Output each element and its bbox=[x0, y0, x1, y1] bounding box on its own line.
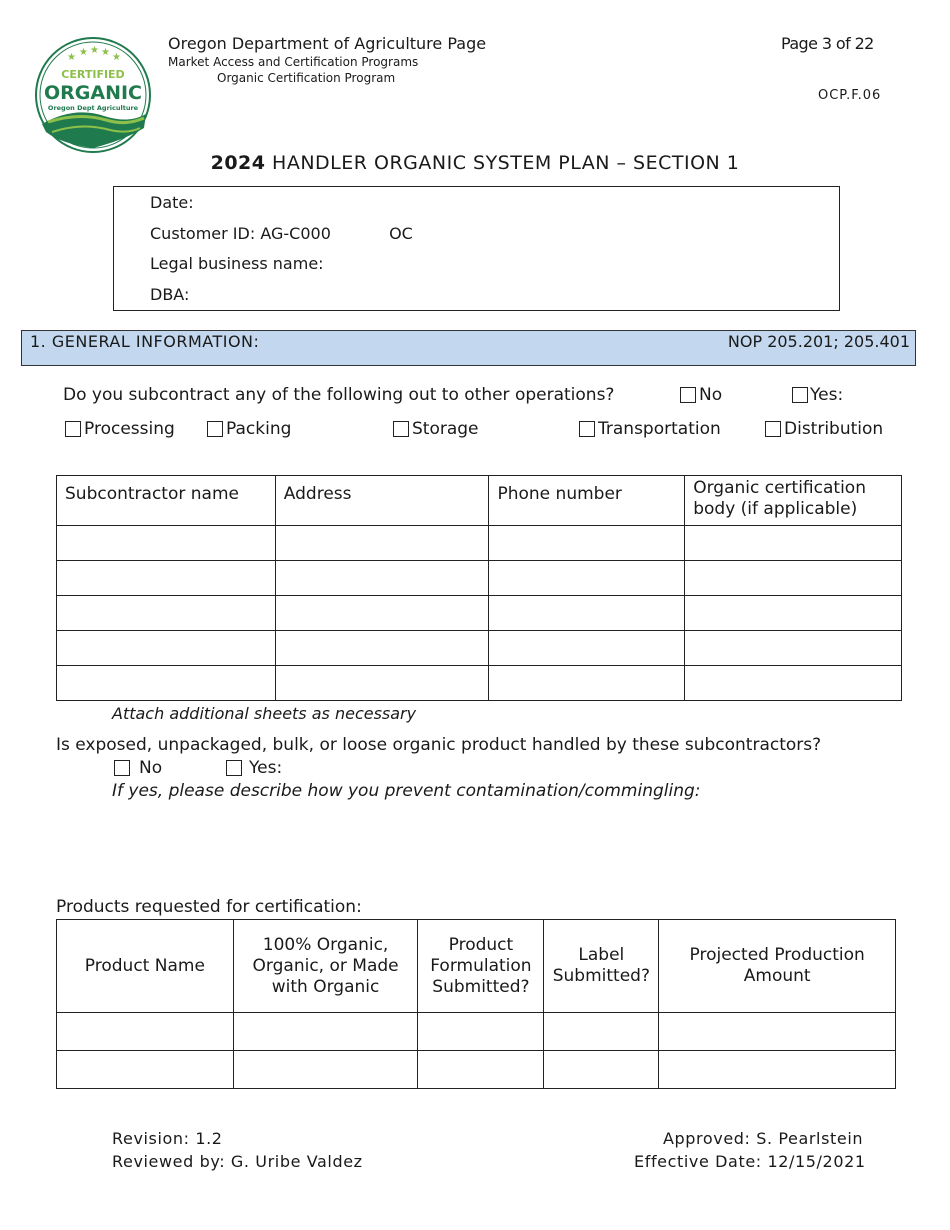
approved-by-text: Approved: S. Pearlstein bbox=[663, 1129, 864, 1148]
table-cell[interactable] bbox=[418, 1051, 544, 1089]
table-cell[interactable] bbox=[489, 526, 685, 561]
certification-program: Organic Certification Program bbox=[217, 71, 396, 85]
distribution-label: Distribution bbox=[784, 419, 884, 439]
exposed-no-checkbox[interactable] bbox=[114, 760, 130, 776]
table-cell[interactable] bbox=[489, 561, 685, 596]
transportation-label: Transportation bbox=[598, 419, 721, 439]
table-cell[interactable] bbox=[57, 561, 276, 596]
program-subtitle: Market Access and Certification Programs bbox=[168, 55, 419, 69]
svg-text:ORGANIC: ORGANIC bbox=[44, 82, 142, 104]
subcontract-no-label: No bbox=[699, 385, 723, 405]
exposed-yes-label: Yes: bbox=[249, 758, 283, 778]
products-label: Products requested for certification: bbox=[56, 897, 362, 917]
distribution-checkbox[interactable] bbox=[765, 421, 781, 437]
table-header-row bbox=[57, 476, 902, 526]
table-cell[interactable] bbox=[685, 631, 902, 666]
packing-checkbox[interactable] bbox=[207, 421, 223, 437]
title-year: 2024 bbox=[210, 152, 266, 174]
table-cell[interactable] bbox=[659, 1013, 896, 1051]
date-field-label[interactable]: Date: bbox=[150, 193, 194, 212]
customer-id-suffix: OC bbox=[389, 224, 413, 243]
table-row bbox=[57, 631, 902, 666]
revision-text: Revision: 1.2 bbox=[112, 1129, 223, 1148]
table-cell[interactable] bbox=[489, 666, 685, 701]
dba-field-label[interactable]: DBA: bbox=[150, 285, 190, 304]
section-header bbox=[21, 330, 916, 366]
attach-sheets-note: Attach additional sheets as necessary bbox=[112, 704, 417, 723]
col-organic-category: 100% Organic, Organic, or Made with Organic bbox=[233, 920, 418, 1013]
storage-checkbox[interactable] bbox=[393, 421, 409, 437]
section-title: 1. GENERAL INFORMATION: bbox=[30, 332, 260, 351]
table-cell[interactable] bbox=[57, 1013, 234, 1051]
exposed-yes-checkbox[interactable] bbox=[226, 760, 242, 776]
table-row bbox=[57, 666, 902, 701]
col-address: Address bbox=[275, 476, 489, 526]
products-table bbox=[56, 919, 896, 1089]
table-cell[interactable] bbox=[544, 1013, 659, 1051]
col-subcontractor-name: Subcontractor name bbox=[57, 476, 276, 526]
table-cell[interactable] bbox=[275, 666, 489, 701]
table-cell[interactable] bbox=[659, 1051, 896, 1089]
col-phone-number: Phone number bbox=[489, 476, 685, 526]
subcontract-yes-label: Yes: bbox=[810, 385, 844, 405]
title-text: HANDLER ORGANIC SYSTEM PLAN – SECTION 1 bbox=[272, 152, 740, 174]
customer-id-field[interactable] bbox=[150, 224, 413, 243]
section-reference: NOP 205.201; 205.401 bbox=[727, 332, 910, 351]
processing-label: Processing bbox=[84, 419, 175, 439]
table-cell[interactable] bbox=[275, 526, 489, 561]
table-cell[interactable] bbox=[489, 631, 685, 666]
customer-info-box bbox=[113, 186, 840, 311]
table-cell[interactable] bbox=[685, 561, 902, 596]
form-code: OCP.F.06 bbox=[818, 88, 882, 103]
table-cell[interactable] bbox=[275, 596, 489, 631]
effective-date-text: Effective Date: 12/15/2021 bbox=[634, 1152, 866, 1171]
svg-text:★: ★ bbox=[90, 45, 99, 56]
svg-text:★: ★ bbox=[67, 52, 76, 63]
svg-text:★: ★ bbox=[112, 52, 121, 63]
storage-label: Storage bbox=[412, 419, 479, 439]
legal-name-field-label[interactable]: Legal business name: bbox=[150, 254, 324, 273]
processing-checkbox[interactable] bbox=[65, 421, 81, 437]
table-cell[interactable] bbox=[57, 526, 276, 561]
table-cell[interactable] bbox=[57, 631, 276, 666]
page-title bbox=[0, 152, 950, 174]
transportation-checkbox[interactable] bbox=[579, 421, 595, 437]
exposed-no-label: No bbox=[139, 758, 163, 778]
agency-name: Oregon Department of Agriculture Page bbox=[168, 34, 487, 53]
packing-label: Packing bbox=[226, 419, 292, 439]
table-cell[interactable] bbox=[57, 666, 276, 701]
table-row bbox=[57, 1013, 896, 1051]
svg-text:Oregon Dept Agriculture: Oregon Dept Agriculture bbox=[47, 104, 139, 112]
reviewed-by-text: Reviewed by: G. Uribe Valdez bbox=[112, 1152, 363, 1171]
col-formulation-submitted: Product Formulation Submitted? bbox=[418, 920, 544, 1013]
table-cell[interactable] bbox=[233, 1013, 418, 1051]
table-cell[interactable] bbox=[685, 596, 902, 631]
table-cell[interactable] bbox=[685, 526, 902, 561]
subcontractor-table bbox=[56, 475, 902, 701]
logo-seal-icon bbox=[34, 36, 152, 154]
col-projected-production: Projected Production Amount bbox=[659, 920, 896, 1013]
svg-text:★: ★ bbox=[101, 47, 110, 58]
col-certification-body: Organic certification body (if applicable) bbox=[685, 476, 902, 526]
col-label-submitted: Label Submitted? bbox=[544, 920, 659, 1013]
table-cell[interactable] bbox=[233, 1051, 418, 1089]
page-number: Page 3 of 22 bbox=[781, 34, 874, 53]
table-row bbox=[57, 526, 902, 561]
subcontract-question: Do you subcontract any of the following out to other operations? bbox=[63, 385, 615, 405]
svg-text:★: ★ bbox=[79, 47, 88, 58]
table-cell[interactable] bbox=[275, 631, 489, 666]
table-row bbox=[57, 561, 902, 596]
certified-organic-logo bbox=[34, 36, 152, 154]
table-row bbox=[57, 596, 902, 631]
table-cell[interactable] bbox=[489, 596, 685, 631]
table-row bbox=[57, 1051, 896, 1089]
customer-id-label: Customer ID: AG-C000 bbox=[150, 224, 331, 243]
contamination-instructions: If yes, please describe how you prevent contamination/commingling: bbox=[112, 781, 701, 801]
table-cell[interactable] bbox=[685, 666, 902, 701]
col-product-name: Product Name bbox=[57, 920, 234, 1013]
table-cell[interactable] bbox=[544, 1051, 659, 1089]
table-header-row bbox=[57, 920, 896, 1013]
exposed-product-question: Is exposed, unpackaged, bulk, or loose organic product handled by these subcontractors? bbox=[56, 735, 822, 755]
subcontract-no-checkbox[interactable] bbox=[680, 387, 696, 403]
subcontract-yes-checkbox[interactable] bbox=[792, 387, 808, 403]
table-cell[interactable] bbox=[57, 596, 276, 631]
svg-text:CERTIFIED: CERTIFIED bbox=[61, 68, 125, 81]
table-cell[interactable] bbox=[57, 1051, 234, 1089]
table-cell[interactable] bbox=[275, 561, 489, 596]
table-cell[interactable] bbox=[418, 1013, 544, 1051]
